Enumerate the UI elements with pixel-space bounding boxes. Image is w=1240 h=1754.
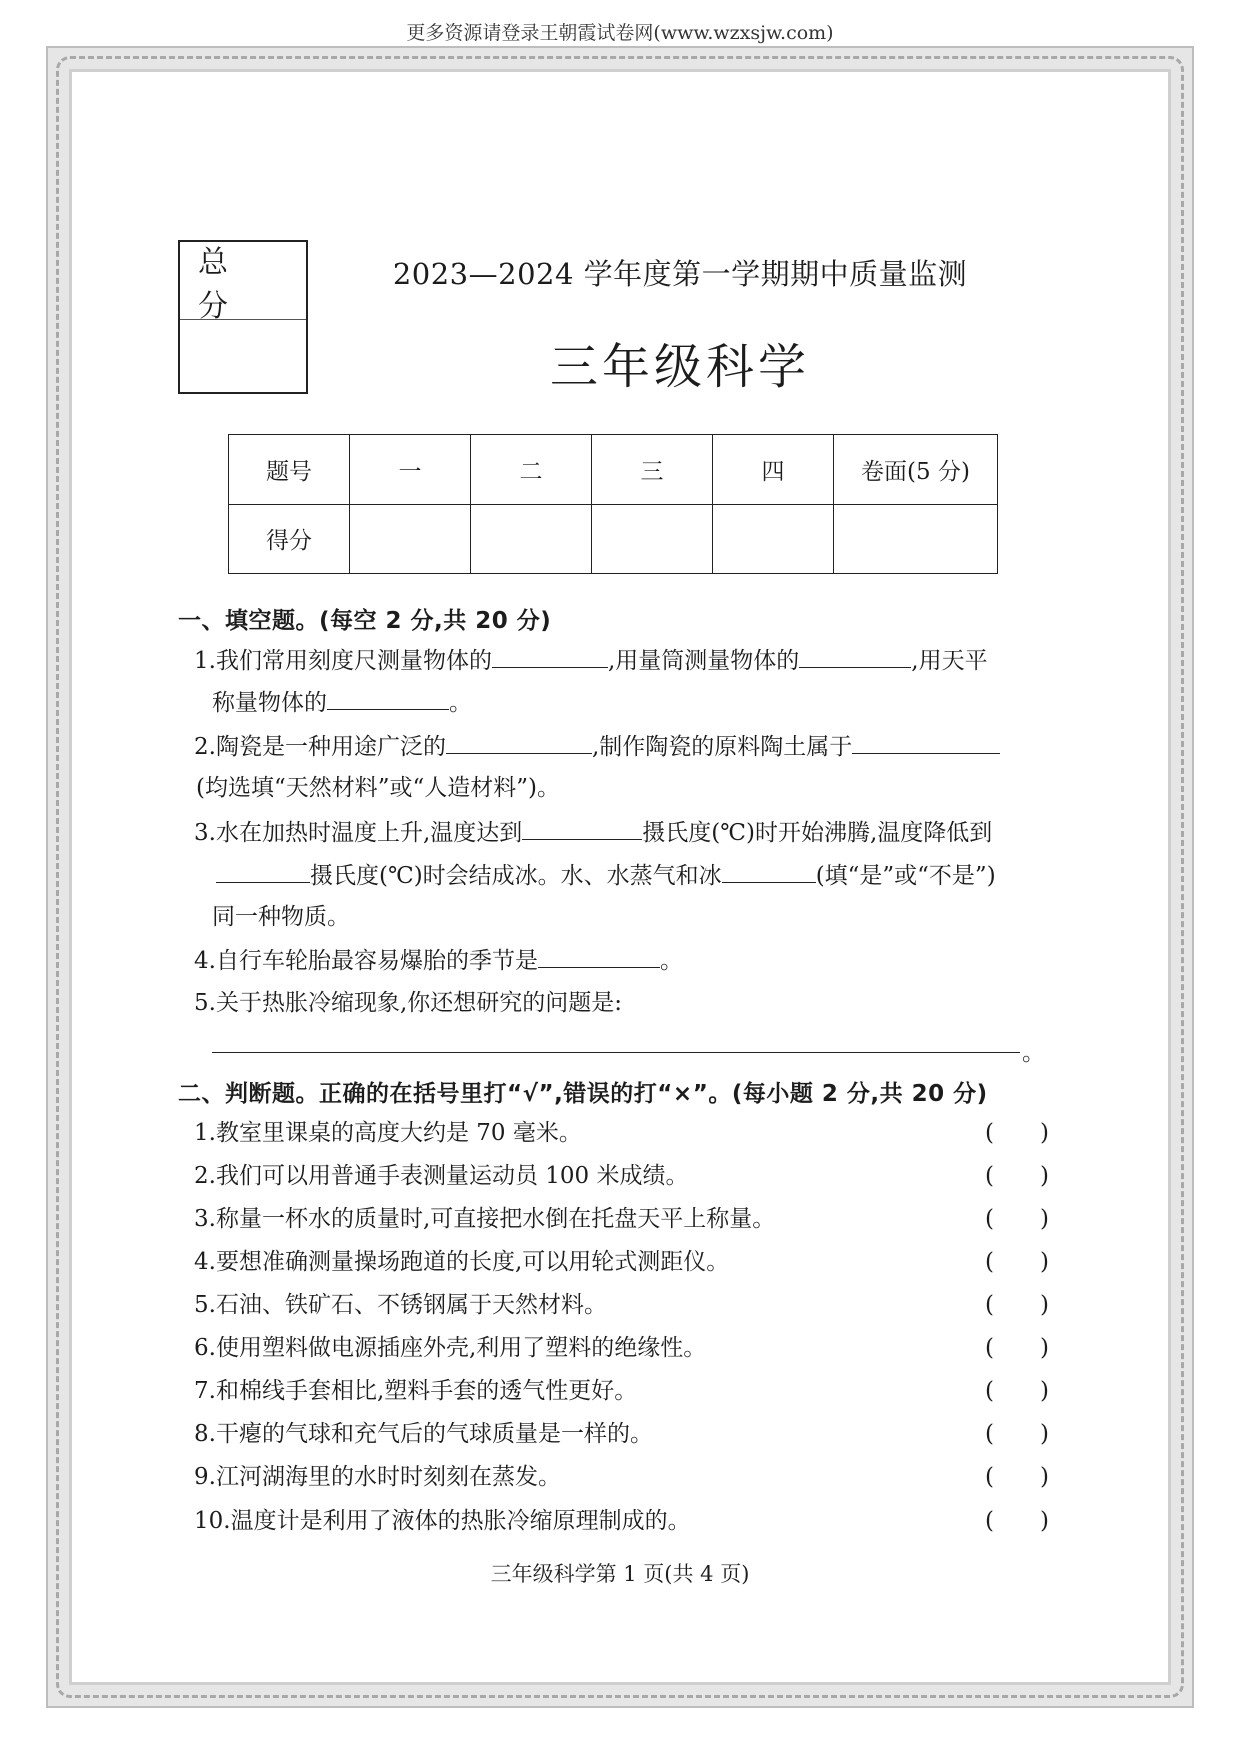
answer-blank[interactable]: [852, 731, 1000, 754]
judgment-item: 2.我们可以用普通手表测量运动员 100 米成绩。: [194, 1163, 689, 1189]
q5-line: 5.关于热胀冷缩现象,你还想研究的问题是:: [194, 990, 623, 1016]
score-table-header: 四: [713, 435, 834, 505]
judgment-item: 7.和棉线手套相比,塑料手套的透气性更好。: [194, 1378, 638, 1404]
answer-parentheses[interactable]: ( ): [985, 1335, 1049, 1361]
answer-parentheses[interactable]: ( ): [985, 1163, 1049, 1189]
total-score-field[interactable]: [180, 320, 306, 392]
answer-blank[interactable]: [446, 731, 592, 754]
score-table-header: 一: [350, 435, 471, 505]
score-cell[interactable]: [592, 504, 713, 574]
judgment-item: 10.温度计是利用了液体的热胀冷缩原理制成的。: [194, 1508, 691, 1534]
q3-text: (填“是”或“不是”): [815, 863, 996, 889]
exam-subtitle: 2023—2024 学年度第一学期期中质量监测: [392, 257, 968, 291]
q1-line2: [212, 687, 472, 718]
q1-text: 称量物体的: [212, 690, 327, 716]
answer-parentheses[interactable]: ( ): [985, 1508, 1049, 1534]
answer-parentheses[interactable]: ( ): [985, 1249, 1049, 1275]
score-cell[interactable]: [471, 504, 592, 574]
judgment-item: 6.使用塑料做电源插座外壳,利用了塑料的绝缘性。: [194, 1335, 707, 1361]
score-cell[interactable]: [834, 504, 998, 574]
judgment-item: 4.要想准确测量操场跑道的长度,可以用轮式测距仪。: [194, 1249, 730, 1275]
judgment-item: 8.干瘪的气球和充气后的气球质量是一样的。: [194, 1421, 653, 1447]
section2-heading: 二、判断题。正确的在括号里打“√”,错误的打“×”。(每小题 2 分,共 20 分): [178, 1081, 988, 1107]
exam-title: 三年级科学: [549, 339, 810, 395]
q3-line1: [194, 817, 992, 848]
q1-text: ,用天平: [911, 648, 988, 674]
judgment-item: 3.称量一杯水的质量时,可直接把水倒在托盘天平上称量。: [194, 1206, 776, 1232]
q1-text: 。: [449, 690, 472, 716]
answer-blank[interactable]: [327, 687, 449, 710]
judgment-item: 9.江河湖海里的水时时刻刻在蒸发。: [194, 1464, 561, 1490]
q4-text: 。: [659, 948, 683, 974]
answer-blank[interactable]: [492, 645, 608, 668]
q3-text: 摄氏度(℃)时会结成冰。水、水蒸气和冰: [310, 863, 722, 889]
page-footer: 三年级科学第 1 页(共 4 页): [490, 1562, 750, 1586]
answer-parentheses[interactable]: ( ): [985, 1464, 1049, 1490]
q5-end-mark: 。: [1022, 1040, 1045, 1066]
q1-text: 1.我们常用刻度尺测量物体的: [194, 648, 492, 674]
q3-text: 摄氏度(℃)时开始沸腾,温度降低到: [642, 820, 993, 846]
judgment-item: 1.教室里课桌的高度大约是 70 毫米。: [194, 1120, 582, 1146]
answer-blank[interactable]: [522, 817, 642, 840]
answer-blank[interactable]: [799, 645, 911, 668]
section1-heading: 一、填空题。(每空 2 分,共 20 分): [178, 608, 552, 634]
answer-parentheses[interactable]: ( ): [985, 1421, 1049, 1447]
score-cell[interactable]: [713, 504, 834, 574]
answer-parentheses[interactable]: ( ): [985, 1120, 1049, 1146]
answer-parentheses[interactable]: ( ): [985, 1206, 1049, 1232]
q4-line: [194, 945, 683, 976]
total-score-box: [178, 240, 308, 394]
source-banner: 更多资源请登录王朝霞试卷网(www.wzxsjw.com): [406, 22, 834, 44]
score-table-header-row: [229, 435, 998, 505]
total-score-label: 总 分: [180, 242, 306, 320]
score-table-header: 题号: [229, 435, 350, 505]
q1-text: ,用量筒测量物体的: [607, 648, 800, 674]
q3-text: 3.水在加热时温度上升,温度达到: [194, 820, 523, 846]
answer-parentheses[interactable]: ( ): [985, 1292, 1049, 1318]
score-table-score-row: [229, 504, 998, 574]
score-row-label: 得分: [229, 504, 350, 574]
answer-blank[interactable]: [538, 945, 660, 968]
score-cell[interactable]: [350, 504, 471, 574]
q2-text: 2.陶瓷是一种用途广泛的: [194, 734, 446, 760]
q5-answer-line[interactable]: [212, 1052, 1020, 1053]
q1-line1: [194, 645, 988, 676]
q3-line3: 同一种物质。: [212, 904, 350, 930]
answer-blank[interactable]: [216, 860, 310, 883]
q2-line2: (均选填“天然材料”或“人造材料”)。: [196, 775, 560, 801]
q4-text: 4.自行车轮胎最容易爆胎的季节是: [194, 948, 538, 974]
score-table-header: 卷面(5 分): [834, 435, 998, 505]
q3-line2: [216, 860, 996, 891]
q2-line1: [194, 731, 1000, 762]
q2-text: ,制作陶瓷的原料陶土属于: [591, 734, 853, 760]
score-table: [228, 434, 998, 574]
judgment-item: 5.石油、铁矿石、不锈钢属于天然材料。: [194, 1292, 607, 1318]
answer-blank[interactable]: [722, 860, 816, 883]
score-table-header: 二: [471, 435, 592, 505]
answer-parentheses[interactable]: ( ): [985, 1378, 1049, 1404]
score-table-header: 三: [592, 435, 713, 505]
